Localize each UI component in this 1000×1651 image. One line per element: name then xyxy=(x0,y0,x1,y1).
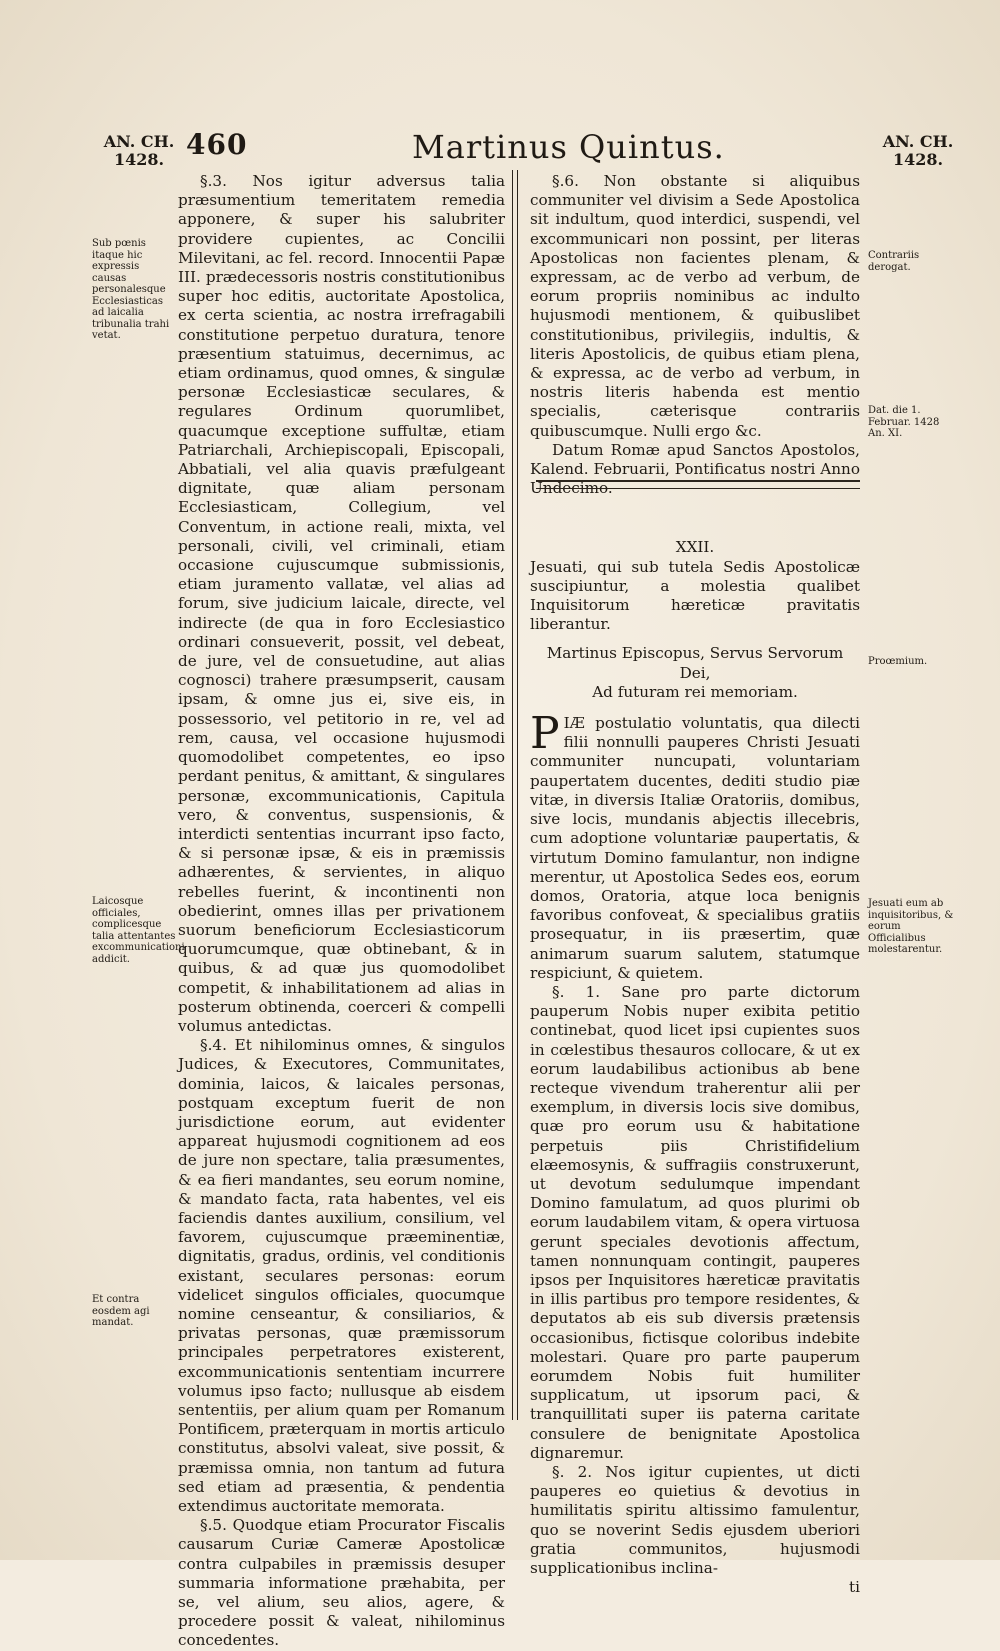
section-5: §.5. Quodque etiam Procurator Fiscalis causarum Curiæ Cameræ Apostolicæ contra culpabiles in præmissis desuper summaria informatione præhabita, per se, vel alium, seu alios, agere, & procedere possit & valeat, nihilominus concedentes. xyxy=(178,1516,505,1650)
sender-line: Martinus Episcopus, Servus Servorum Dei, xyxy=(546,644,844,682)
margin-note-right-4: Jesuati eum ab inquisitoribus, & eorum Officialibus molestarentur. xyxy=(868,898,954,955)
margin-note-left-2: Laicosque officiales, complicesque talia attentantes excommunicationi addicit. xyxy=(92,896,185,965)
proemium-paragraph xyxy=(530,708,860,983)
document-title: Jesuati, qui sub tutela Sedis Apostolicæ suscipiuntur, a molestia qualibet Inquisitorum hæreticæ pravitatis liberantur. xyxy=(530,557,860,634)
margin-note-right-1: Contrariis derogat. xyxy=(868,250,920,273)
catchword: ti xyxy=(849,1578,860,1597)
right-year: 1428. xyxy=(892,150,944,169)
section-2: §. 2. Nos igitur cupientes, ut dicti pauperes eo quietius & devotius in humilitatis spiritu altissimo famulentur, quo se noverint Sedis ejusdem uberiori gratia communitos, hujusmodi supplicationibus inclina- xyxy=(530,1463,860,1578)
left-year: 1428. xyxy=(113,150,165,169)
column-divider xyxy=(512,170,518,1420)
proemium-text: IÆ postulatio voluntatis, qua dilecti filii nonnulli pauperes Christi Jesuati communiter nuncupati, voluntariam paupertatem ducentes, dediti studio piæ vitæ, in diversis Italiæ Oratoriis, domibus, sive locis, mundanis abjectis illecebris, cum adoptione voluntariæ paupertatis, & virtutum Domino famulantur, non indigne merentur, ut Apostolica Sedes eos, eorum domos, Oratoria, atque loca benignis favoribus confoveat, & specialibus gratiis prosequatur, in iis præsertim, quæ animarum suarum salutem, statumque respiciunt, & quietem. xyxy=(530,714,860,982)
document-number: XXII. xyxy=(675,538,715,557)
right-an-ch: AN. CH. xyxy=(882,132,954,151)
page-number: 460 xyxy=(186,128,248,161)
separator-space xyxy=(530,498,860,538)
date-line: Datum Romæ apud Sanctos Apostolos, Kalend. Februarii, Pontificatus nostri Anno Undecimo. xyxy=(530,440,860,498)
section-4: §.4. Et nihilominus omnes, & singulos Judices, & Executores, Communitates, dominia, laicos, & laicales personas, postquam exceptum fuerit de non jurisdictione eorum, aut evidenter appareat hujusmodi cognitionem ad eos de jure non spectare, talia præsumentes, & ea fieri mandantes, seu eorum nomine, & mandato facta, rata habentes, vel eis faciendis dantes auxilium, consilium, vel favorem, cujuscumque præeminentiæ, dignitatis, gradus, ordinis, vel conditionis existant, seculares personas: eorum videlicet singulos officiales, quocumque nomine censeantur, & consiliarios, & privatas personas, quæ præmissorum principales perpetratores existerent, excommunicationis sententiam incurrere volumus ipso facto; nullusque ab eisdem sententiis, per alium quam per Romanum Pontificem, præterquam in mortis articulo constitutus, absolvi valeat, sive possit, & præmissa omnia, non tantum ad futura sed etiam ad præsentia, & pendentia extendimus auctoritate memorata. xyxy=(178,1036,505,1516)
margin-note-left-3: Et contra eosdem agi mandat. xyxy=(92,1294,150,1328)
margin-note-left-1: Sub pœnis itaque hic expressis causas personalesque Ecclesiasticas ad laicalia tribunalia trahi vetat. xyxy=(92,238,170,341)
left-year-header xyxy=(94,133,184,169)
sender-line-2: Ad futuram rei memoriam. xyxy=(592,682,798,701)
left-an-ch: AN. CH. xyxy=(103,132,175,151)
section-3: §.3. Nos igitur adversus talia præsumentium temeritatem remedia apponere, & super his salubriter providere cupientes, ac Concilii Milevitani, ac fel. record. Innocentii Papæ III. prædecessoris nostris constitutionibus super hoc editis, auctoritate Apostolica, ex certa scientia, ac nostra irrefragabili constitutione perpetuo duratura, tenore præsentium statuimus, decernimus, ac etiam ordinamus, quod omnes, & singulæ personæ Ecclesiasticæ seculares, & regulares Ordinum quorumlibet, quacumque exceptione suffultæ, etiam Patriarchali, Archiepiscopali, Episcopali, Abbatiali, vel alia quavis præfulgeant dignitate, quæ aliam personam Ecclesiasticam, Collegium, vel Conventum, in actione reali, mixta, vel personali, civili, vel criminali, etiam occasione cujuscumque submissionis, etiam juramento vallatæ, vel alias ad forum, sive judicium laicale, directe, vel indirecte (de qua in foro Ecclesiastico ordinari consueverit, possit, vel debeat, de jure, vel de consuetudine, aut alias cognosci) trahere præsumpserit, causam ipsam, & omne jus ei, sive eis, in possessorio, vel petitorio in re, vel ad rem, causa, vel occasione hujusmodi quomodolibet competentes, eo ipso perdant penitus, & amittant, & singulares personæ, excommunicationis, Capitula vero, & conventus, suspensionis, & interdicti sententias incurrant ipso facto, & si personæ ipsæ, & eis in præmissis adhærentes, & servientes, in aliquo rebelles fuerint, & incontinenti non obedierint, omnes illas per privationem suorum beneficiorum Ecclesiasticorum quorumcumque, quæ obtinebant, & in quibus, & ad quæ jus quomodolibet competit, & inhabilitationem ad alias in posterum obtinenda, coerceri & compelli volumus antedictas. xyxy=(178,172,505,1035)
section-6: §.6. Non obstante si aliquibus communiter vel divisim a Sede Apostolica sit indultum, quod interdici, suspendi, vel excommunicari non possint, per literas Apostolicas non facientes plenam, & expressam, ac de verbo ad verbum, de eorum propriis nominibus ac indulto hujusmodi mentionem, & quibuslibet constitutionibus, privilegiis, indultis, & literis Apostolicis, de quibus etiam plena, & expressa, ac de verbo ad verbum, in nostris literis habenda est mentio specialis, cæterisque contrariis quibuscumque. Nulli ergo &c. xyxy=(530,172,860,440)
running-title: Martinus Quintus. xyxy=(412,128,725,166)
left-column xyxy=(178,172,505,1651)
right-column xyxy=(530,172,860,1597)
drop-cap: P xyxy=(530,708,560,760)
margin-note-right-3: Proœmium. xyxy=(868,656,928,667)
section-separator-rule xyxy=(536,480,860,489)
right-year-header xyxy=(868,133,968,169)
margin-note-right-2: Dat. die 1. Februar. 1428 An. XI. xyxy=(868,405,940,439)
section-1: §. 1. Sane pro parte dictorum pauperum Nobis nuper exibita petitio continebat, quod licet ipsi cupientes suos in cœlestibus thesauros collocare, & ut ex eorum laudabilibus actionibus ab bene recteque vivendum traherentur alii per exemplum, in diversis locis sive domibus, quæ pro eorum usu & habitatione perpetuis piis Christifidelium elæemosynis, & suffragiis construxerunt, ut devotum sedulumque impendant Domino famulatum, ad quos plurimi ob eorum laudabilem vitam, & opera virtuosa gerunt speciales devotionis affectum, tamen nonnunquam contingit, pauperes ipsos per Inquisitores hæreticæ pravitatis in illis partibus pro tempore residentes, & deputatos ab eis sub diversis prætensis occasionibus, fictisque coloribus indebite molestari. Quare pro parte pauperum eorumdem Nobis fuit humiliter supplicatum, ut ipsorum paci, & tranquillitati super iis paterna caritate consulere de benignitate Apostolica dignaremur. xyxy=(530,982,860,1462)
